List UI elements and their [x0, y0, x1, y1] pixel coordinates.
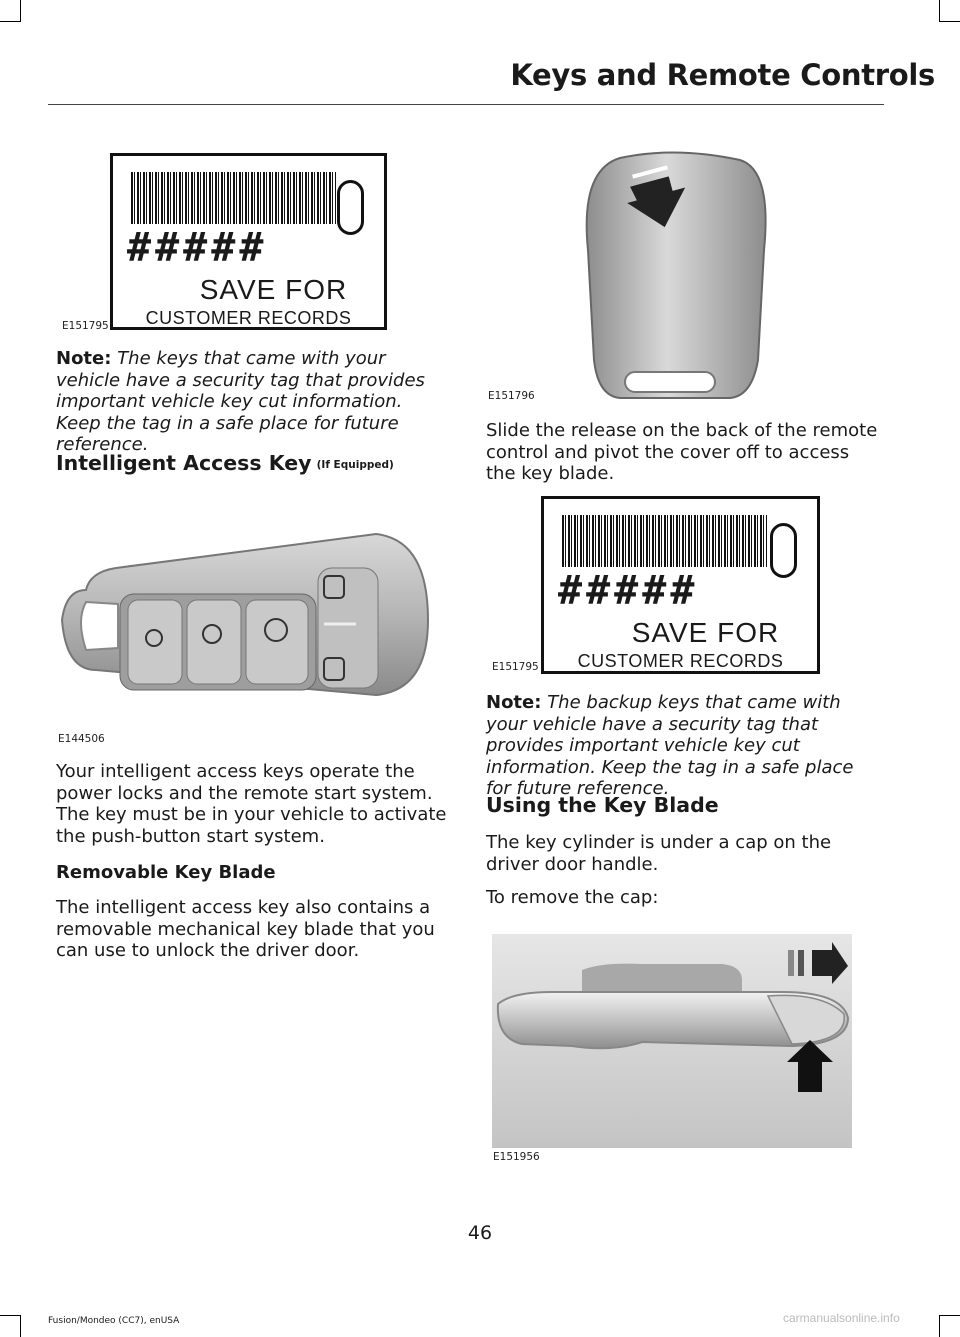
note-text: The backup keys that came with your vehicle have a security tag that provides important vehicle key cut information. Keep the tag in a safe place for future reference.: [486, 692, 854, 799]
note-backup-keys: [486, 692, 882, 800]
door-handle-illustration: [492, 934, 852, 1148]
key-cylinder-paragraph: The key cylinder is under a cap on the driver door handle.: [486, 832, 832, 875]
figure-code: E151956: [493, 1151, 540, 1163]
crop-mark: [20, 1315, 21, 1337]
crop-mark: [939, 21, 960, 22]
figure-code: E151795: [62, 320, 109, 332]
barcode-icon: [562, 515, 767, 567]
key-ring-hole-icon: [337, 180, 364, 235]
intelligent-access-heading: [56, 451, 394, 475]
customer-records-label: CUSTOMER RECORDS: [577, 651, 784, 671]
page-number: 46: [467, 1222, 493, 1244]
customer-records-label: CUSTOMER RECORDS: [145, 308, 352, 328]
figure-code: E144506: [58, 733, 105, 745]
note-text: The keys that came with your vehicle have a security tag that provides important vehicle key cut information. Keep the tag in a safe place for future reference.: [56, 348, 425, 455]
slide-release-paragraph: Slide the release on the back of the remote control and pivot the cover off to access the key blade.: [486, 420, 878, 484]
crop-mark: [939, 0, 940, 22]
fob-back-cover-illustration: [580, 150, 770, 400]
key-code-placeholder: #####: [558, 568, 699, 614]
note-security-tag: [56, 348, 448, 456]
intelligent-access-paragraph: Your intelligent access keys operate the power locks and the remote start system. The key must be in your vehicle to activate the push-button start system.: [56, 761, 447, 847]
crop-mark: [20, 0, 21, 22]
figure-code: E151796: [488, 390, 535, 402]
key-code-placeholder: #####: [127, 225, 268, 271]
crop-mark: [939, 1315, 940, 1337]
page-title: Keys and Remote Controls: [510, 58, 935, 92]
security-tag-illustration: [110, 153, 387, 330]
barcode-icon: [131, 172, 336, 224]
crop-mark: [939, 1315, 960, 1316]
note-label: Note:: [56, 348, 112, 369]
if-equipped-label: (If Equipped): [316, 459, 394, 471]
removable-key-blade-heading: Removable Key Blade: [56, 862, 276, 883]
save-for-label: SAVE FOR: [631, 617, 780, 648]
model-label: Fusion/Mondeo (CC7), enUSA: [48, 1316, 180, 1326]
security-tag-illustration: [541, 496, 820, 674]
save-for-label: SAVE FOR: [199, 274, 348, 305]
remove-cap-paragraph: To remove the cap:: [486, 887, 659, 908]
crop-mark: [0, 1315, 21, 1316]
removable-key-blade-paragraph: The intelligent access key also contains a removable mechanical key blade that you can use to unlock the driver door.: [56, 897, 435, 961]
figure-code: E151795: [492, 661, 539, 673]
watermark-text: carmanualsonline.info: [783, 1311, 900, 1325]
crop-mark: [0, 21, 21, 22]
key-ring-hole-icon: [770, 523, 797, 578]
heading-text: Intelligent Access Key: [56, 451, 312, 475]
using-key-blade-heading: Using the Key Blade: [486, 793, 719, 817]
note-label: Note:: [486, 692, 542, 713]
intelligent-key-fob-illustration: [56, 520, 436, 720]
header-divider: [48, 104, 884, 105]
